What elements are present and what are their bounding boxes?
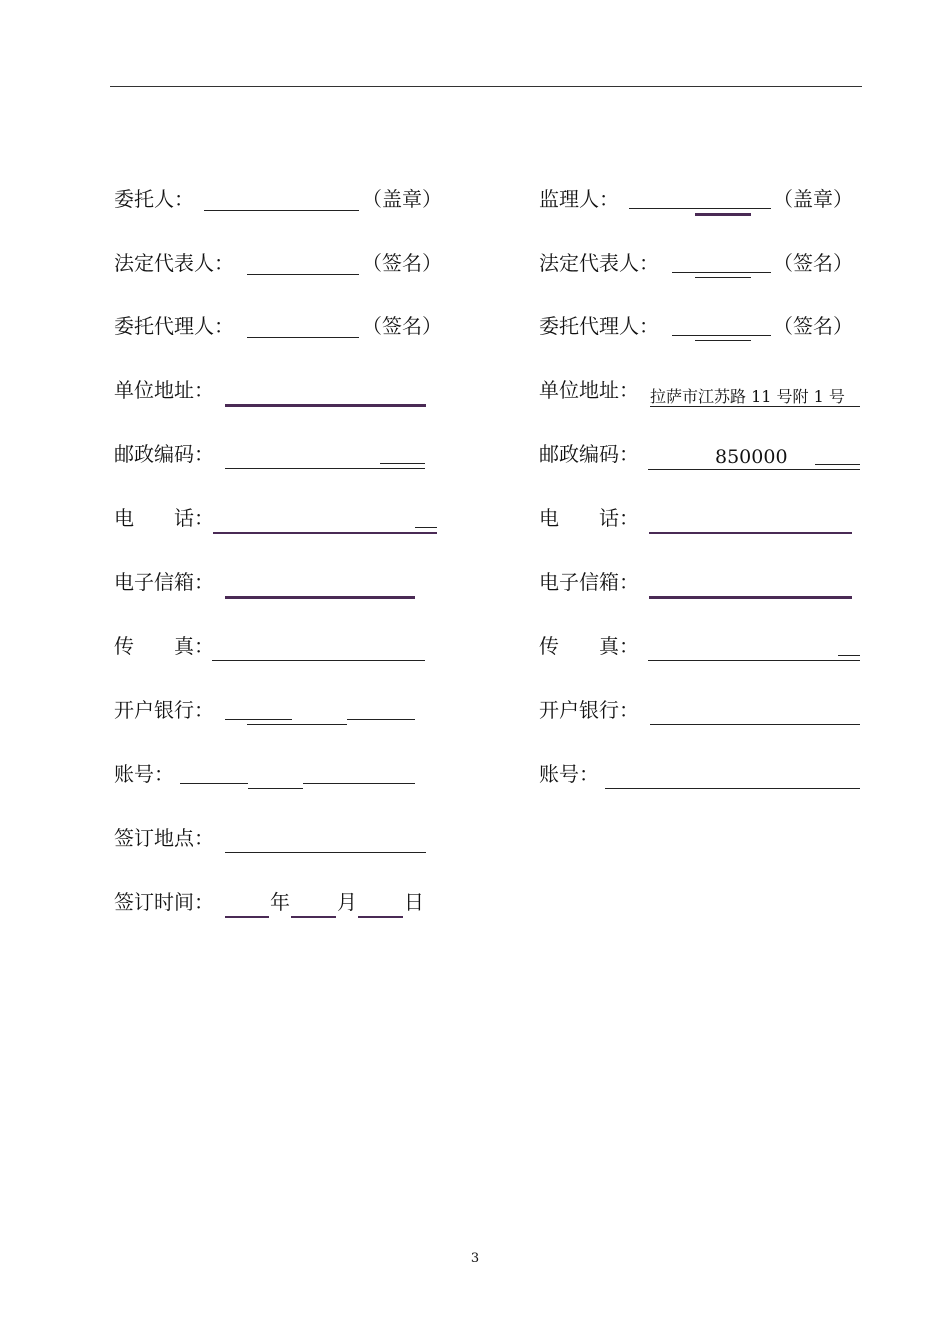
bank-field-part2[interactable] [247, 724, 347, 725]
right-fax-row [539, 633, 869, 663]
left-email-row [114, 569, 454, 599]
right-agent-label: 委托代理人： [539, 314, 659, 338]
sign-place-label: 签订地点： [114, 826, 214, 850]
right-legal-rep-sign-line[interactable] [672, 272, 771, 273]
right-postcode-value: 850000 [715, 446, 788, 468]
fax-field[interactable] [212, 660, 425, 661]
account-field-part1[interactable] [180, 783, 248, 784]
left-fax-row [114, 633, 454, 663]
right-email-label: 电子信箱： [539, 570, 639, 594]
left-legal-rep-row [114, 250, 454, 280]
right-account-field[interactable] [605, 788, 860, 789]
right-supervisor-row [539, 186, 869, 216]
account-label: 账号： [114, 762, 174, 786]
day-char: 日 [404, 890, 424, 914]
right-agent-sign-line[interactable] [672, 335, 771, 336]
sign-day-field[interactable] [358, 916, 403, 918]
left-account-row [114, 761, 454, 791]
right-postcode-field[interactable] [648, 469, 860, 470]
right-bank-row [539, 697, 869, 727]
phone-field-tail [415, 527, 437, 528]
legal-rep-label: 法定代表人： [114, 251, 234, 275]
page-number: 3 [470, 1251, 480, 1266]
phone-field[interactable] [213, 532, 437, 534]
fax-label: 传 真： [114, 634, 214, 658]
sign-year-field[interactable] [225, 916, 269, 918]
right-phone-field[interactable] [649, 532, 852, 534]
right-address-label: 单位地址： [539, 378, 639, 402]
right-postcode-field-tail [815, 464, 860, 465]
phone-label: 电 话： [114, 506, 214, 530]
sign-time-label: 签订时间： [114, 890, 214, 914]
right-agent-suffix: （签名） [773, 314, 853, 338]
right-legal-rep-suffix: （签名） [773, 251, 853, 275]
right-postcode-row [539, 441, 869, 471]
right-bank-field[interactable] [650, 724, 860, 725]
right-phone-row [539, 505, 869, 535]
supervisor-seal-suffix: （盖章） [773, 187, 853, 211]
month-char: 月 [337, 890, 357, 914]
principal-seal-line[interactable] [204, 210, 359, 211]
right-legal-rep-row [539, 250, 869, 280]
left-principal-row [114, 186, 454, 216]
left-bank-row [114, 697, 454, 727]
right-email-field[interactable] [649, 596, 852, 599]
left-address-row [114, 377, 454, 407]
year-char: 年 [270, 890, 290, 914]
left-sign-time-row [114, 889, 454, 919]
right-address-value: 拉萨市江苏路 11 号附 1 号 [650, 387, 845, 406]
right-phone-label: 电 话： [539, 506, 639, 530]
left-agent-row [114, 313, 454, 343]
right-address-field[interactable] [650, 406, 860, 407]
legal-rep-sign-suffix: （签名） [362, 251, 442, 275]
address-field[interactable] [225, 404, 426, 407]
account-field-part3[interactable] [303, 783, 415, 784]
right-address-row [539, 377, 869, 407]
right-bank-label: 开户银行： [539, 698, 639, 722]
principal-label: 委托人： [114, 187, 194, 211]
agent-label: 委托代理人： [114, 314, 234, 338]
left-phone-row [114, 505, 454, 535]
right-fax-label: 传 真： [539, 634, 639, 658]
left-sign-place-row [114, 825, 454, 855]
bank-field-part3[interactable] [347, 719, 415, 720]
bank-field-part1[interactable] [225, 719, 292, 720]
sign-month-field[interactable] [291, 916, 336, 918]
supervisor-seal-line[interactable] [629, 208, 771, 209]
account-field-part2[interactable] [248, 788, 303, 789]
legal-rep-sign-line[interactable] [247, 274, 359, 275]
supervisor-seal-line-mark [695, 213, 751, 216]
supervisor-label: 监理人： [539, 187, 619, 211]
left-postcode-row [114, 441, 454, 471]
right-fax-field[interactable] [648, 660, 860, 661]
right-account-label: 账号： [539, 762, 599, 786]
right-agent-row [539, 313, 869, 343]
agent-sign-suffix: （签名） [362, 314, 442, 338]
agent-sign-line[interactable] [247, 337, 359, 338]
bank-label: 开户银行： [114, 698, 214, 722]
right-legal-rep-label: 法定代表人： [539, 251, 659, 275]
address-label: 单位地址： [114, 378, 214, 402]
right-email-row [539, 569, 869, 599]
email-field[interactable] [225, 596, 415, 599]
right-account-row [539, 761, 869, 791]
right-agent-sign-line-mark [695, 340, 751, 341]
postcode-label: 邮政编码： [114, 442, 214, 466]
postcode-field-tail [380, 463, 425, 464]
postcode-field[interactable] [225, 468, 425, 469]
principal-seal-suffix: （盖章） [362, 187, 442, 211]
sign-place-field[interactable] [225, 852, 426, 853]
right-legal-rep-sign-line-mark [695, 277, 751, 278]
right-fax-field-tail [838, 655, 860, 656]
right-postcode-label: 邮政编码： [539, 442, 639, 466]
header-rule [110, 86, 862, 87]
email-label: 电子信箱： [114, 570, 214, 594]
